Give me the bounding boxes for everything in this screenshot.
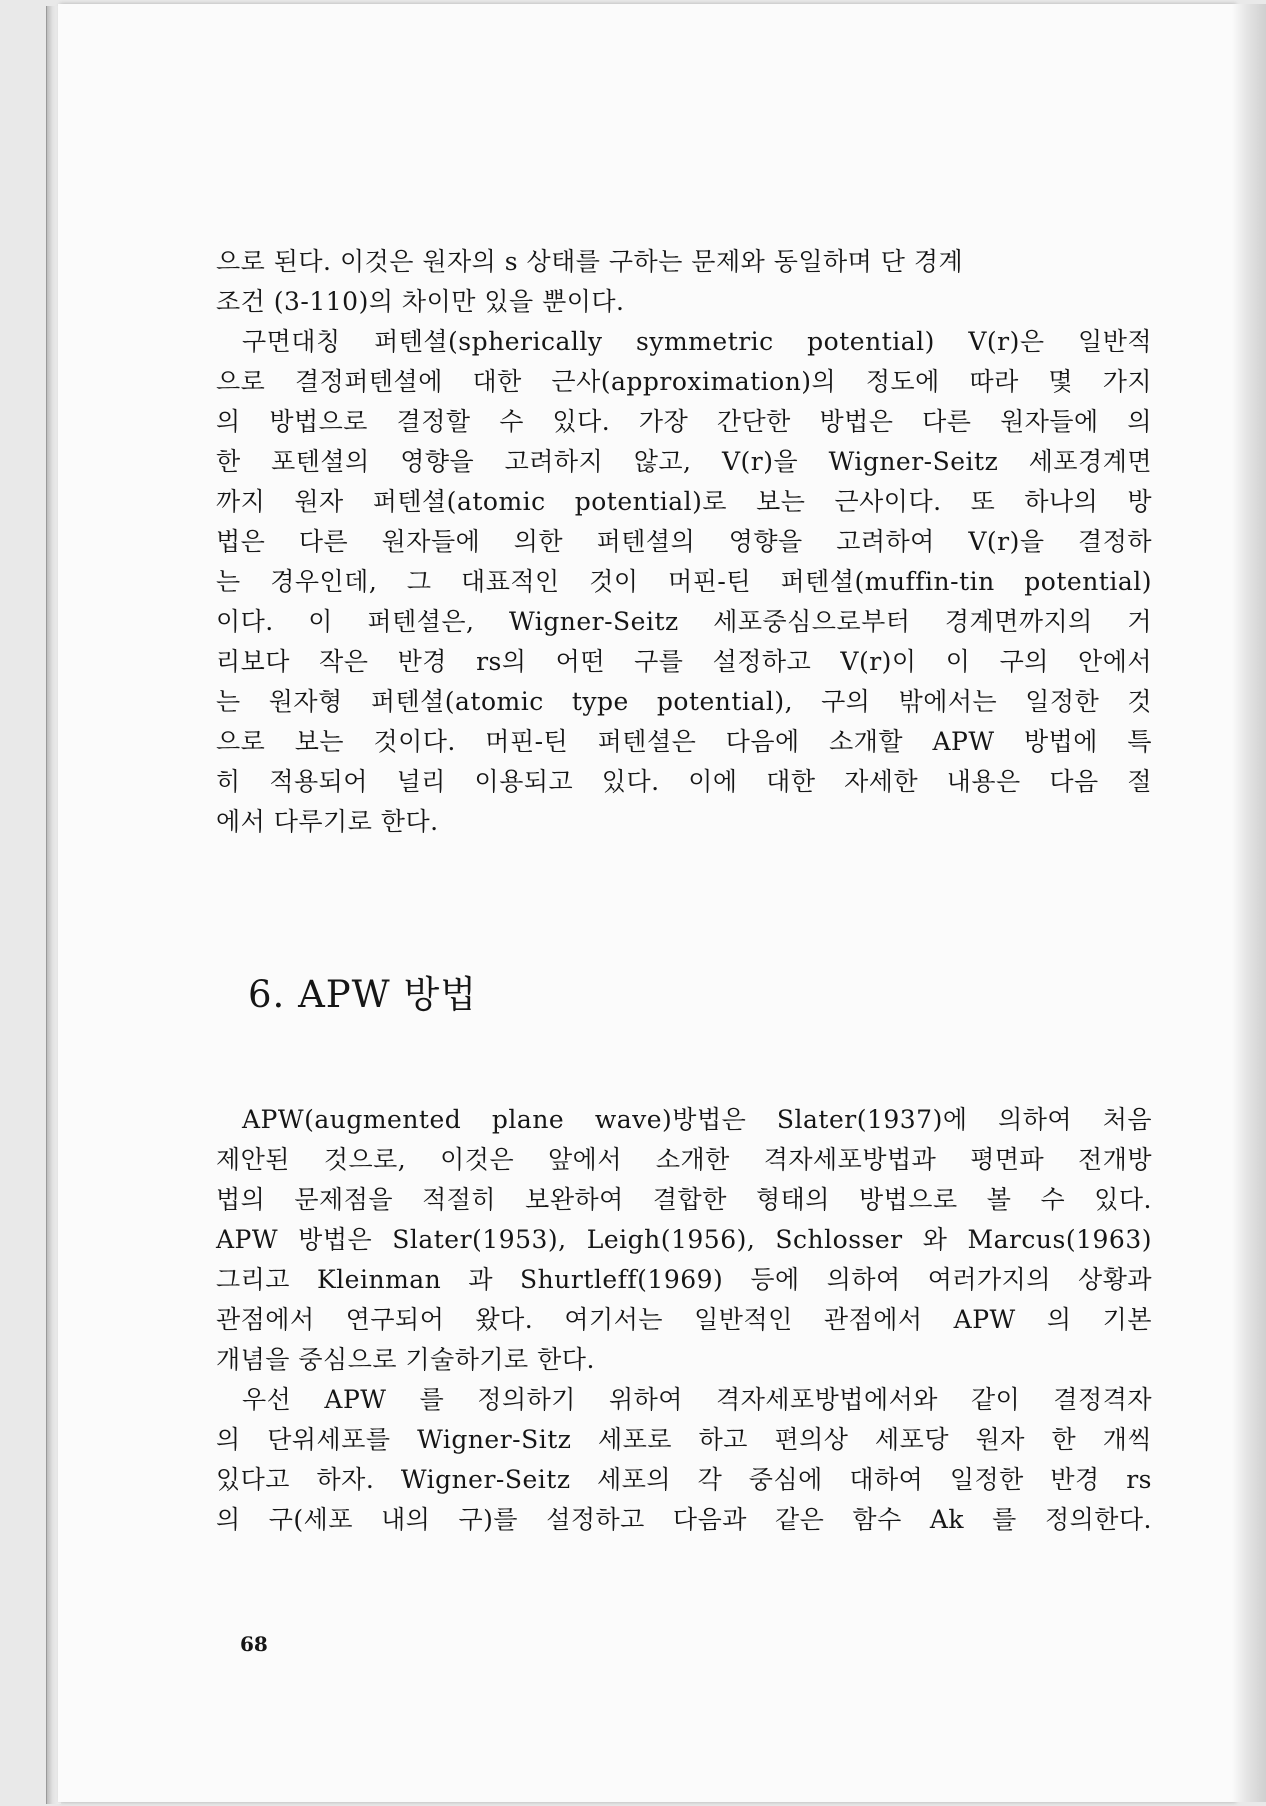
text-line: 개념을 중심으로 기술하기로 한다. — [216, 1345, 595, 1374]
body-text-top — [216, 242, 1152, 842]
text-line: 이다. 이 퍼텐셜은, Wigner-Seitz 세포중심으로부터 경계면까지의 거 — [216, 607, 1152, 636]
book-page — [58, 4, 1234, 1802]
text-line: 에서 다루기로 한다. — [216, 807, 439, 836]
text-line: 리보다 작은 반경 rs의 어떤 구를 설정하고 V(r)이 이 구의 안에서 — [216, 647, 1152, 676]
text-line: 그리고 Kleinman 과 Shurtleff(1969) 등에 의하여 여러가지의 상황과 — [216, 1265, 1152, 1294]
text-line: 으로 보는 것이다. 머핀-틴 퍼텐셜은 다음에 소개할 APW 방법에 특 — [216, 727, 1152, 756]
page-number: 68 — [240, 1632, 268, 1656]
text-line: 히 적용되어 널리 이용되고 있다. 이에 대한 자세한 내용은 다음 절 — [216, 767, 1152, 796]
text-line: 의 구(세포 내의 구)를 설정하고 다음과 같은 함수 Ak 를 정의한다. — [216, 1505, 1152, 1534]
text-line: 의 단위세포를 Wigner-Sitz 세포로 하고 편의상 세포당 원자 한 개씩 — [216, 1425, 1152, 1454]
text-line: 한 포텐셜의 영향을 고려하지 않고, V(r)을 Wigner-Seitz 세포경계면 — [216, 447, 1152, 476]
text-line: 법의 문제점을 적절히 보완하여 결합한 형태의 방법으로 볼 수 있다. — [216, 1185, 1152, 1214]
text-line: 는 경우인데, 그 대표적인 것이 머핀-틴 퍼텐셜(muffin-tin potential) — [216, 567, 1152, 596]
text-line: 으로 결정퍼텐셜에 대한 근사(approximation)의 정도에 따라 몇 가지 — [216, 367, 1152, 396]
text-line: 제안된 것으로, 이것은 앞에서 소개한 격자세포방법과 평면파 전개방 — [216, 1145, 1152, 1174]
text-line: 조건 (3-110)의 차이만 있을 뿐이다. — [216, 287, 625, 316]
text-line: 있다고 하자. Wigner-Seitz 세포의 각 중심에 대하여 일정한 반경 rs — [216, 1465, 1152, 1494]
section-title: 6. APW 방법 — [248, 973, 477, 1016]
text-line: 구면대칭 퍼텐셜(spherically symmetric potential) V(r)은 일반적 — [242, 327, 1152, 356]
text-line: 으로 된다. 이것은 원자의 s 상태를 구하는 문제와 동일하며 단 경계 — [216, 247, 964, 276]
text-line: 우선 APW 를 정의하기 위하여 격자세포방법에서와 같이 결정격자 — [242, 1385, 1152, 1414]
text-line: 의 방법으로 결정할 수 있다. 가장 간단한 방법은 다른 원자들에 의 — [216, 407, 1152, 436]
text-line: 는 원자형 퍼텐셜(atomic type potential), 구의 밖에서는 일정한 것 — [216, 687, 1152, 716]
text-line: APW(augmented plane wave)방법은 Slater(1937)에 의하여 처음 — [242, 1105, 1152, 1134]
text-line: 까지 원자 퍼텐셜(atomic potential)로 보는 근사이다. 또 하나의 방 — [216, 487, 1152, 516]
page-gutter-shadow — [1232, 4, 1266, 1802]
text-line: 관점에서 연구되어 왔다. 여기서는 일반적인 관점에서 APW 의 기본 — [216, 1305, 1152, 1334]
body-text-bottom — [216, 1100, 1152, 1540]
text-line: 법은 다른 원자들에 의한 퍼텐셜의 영향을 고려하여 V(r)을 결정하 — [216, 527, 1152, 556]
text-line: APW 방법은 Slater(1953), Leigh(1956), Schlosser 와 Marcus(1963) — [216, 1225, 1152, 1254]
